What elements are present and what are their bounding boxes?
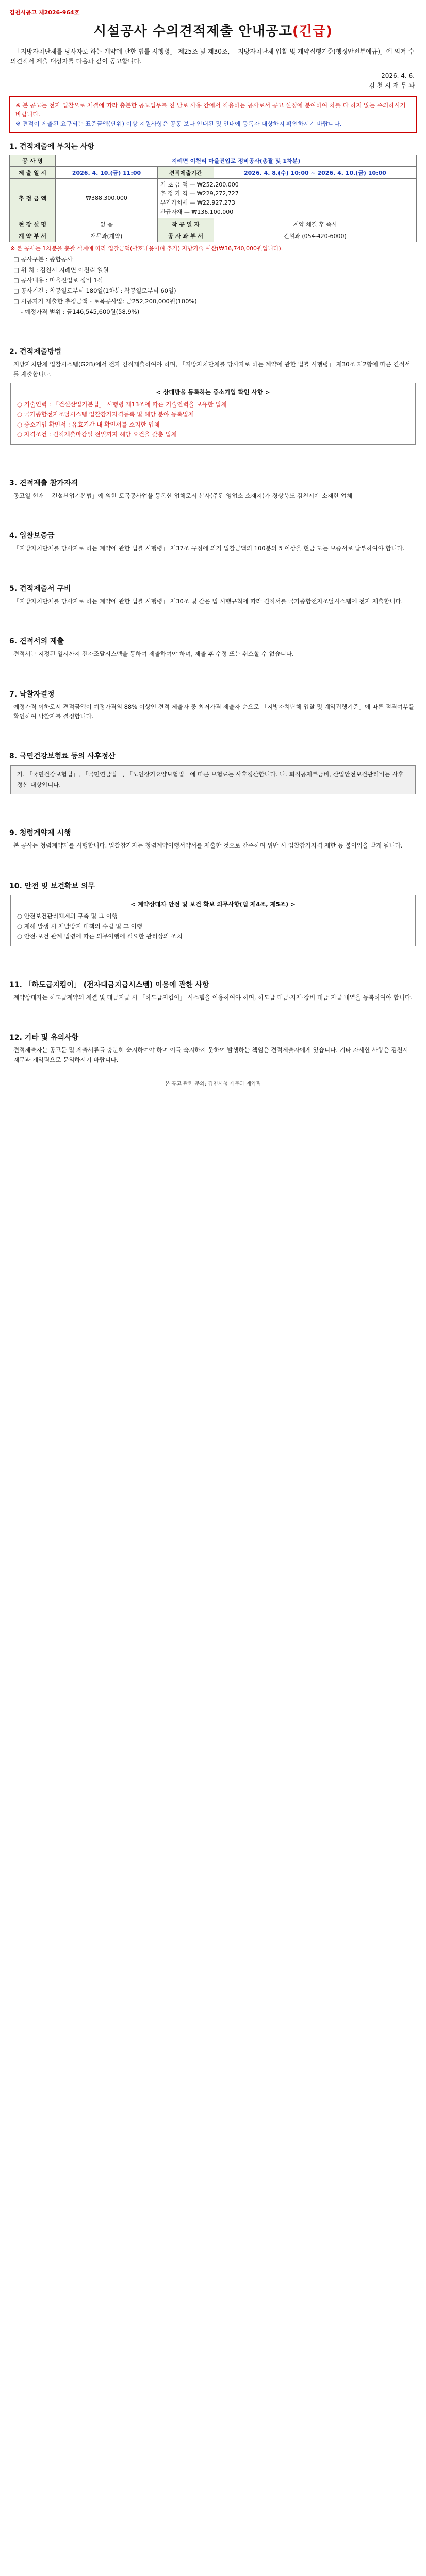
sec11-body: 계약상대자는 하도급계약의 체결 및 대금지급 시 「하도급지킴이」 시스템을 이용하여야 하며, 하도급 대금·자재·장비 대금 지급 내역을 등록하여야 합니다. — [13, 993, 413, 1001]
safety-item: ○ 안전보건관리체계의 구축 및 그 이행 — [17, 912, 118, 920]
sme-item: ○ 중소기업 확인서 : 유효기간 내 확인서를 소지한 업체 — [17, 420, 160, 428]
table-row — [10, 218, 417, 230]
sec9-body: 본 공사는 청렴계약제를 시행합니다. 입찰참가자는 청렴계약이행서약서를 제출한 것으로 간주하며 위반 시 입찰참가자격 제한 등 불이익을 받게 됩니다. — [13, 842, 403, 850]
label-dept2: 공 사 과 부 서 — [157, 230, 214, 242]
sec1-line: □ 공사내용 : 마을진입로 정비 1식 — [13, 276, 103, 284]
sec1-line: □ 공사기간 : 착공일로부터 180일(1차분: 착공일로부터 60일) — [13, 287, 176, 295]
page-title — [5, 21, 421, 40]
title-main: 시설공사 수의견적제출 안내공고 — [93, 24, 292, 39]
sec4-body: 「지방자치단체를 당사자로 하는 계약에 관한 법률 시행령」 제37조 규정에 의거 입찰금액의 100분의 5 이상을 현금 또는 보증서로 납부하여야 합니다. — [13, 545, 405, 552]
insurance-box: 가. 「국민건강보험법」, 「국민연금법」, 「노인장기요양보험법」에 따른 보험료는 사후정산합니다. 나. 퇴직공제부금비, 산업안전보건관리비는 사후정산 대상입니다. — [10, 765, 416, 794]
notice-org: 김 천 시 재 무 과 — [369, 82, 415, 90]
sec7-heading: 7. 낙찰자결정 — [9, 690, 55, 699]
contract-info-table — [9, 155, 417, 242]
sec1-line: □ 시공자가 제출한 추정금액 - 토목공사업: 금252,200,000원(100%) — [13, 297, 197, 305]
safety-box-title: < 계약상대자 안전 및 보건 확보 의무사항(법 제4조, 제5조) > — [130, 900, 296, 908]
sec1-line: - 예정가격 범위 : 금146,545,600원(58.9%) — [21, 308, 140, 316]
value-amount: ₩388,300,000 — [56, 178, 158, 218]
table-row — [10, 166, 417, 178]
warning-1: ※ 본 공고는 전자 입찰으로 체결에 따라 충분한 공고업무를 진 낭로 사용 간에서 적용하는 공사로서 공고 설정에 분여하여 차를 다 하지 않는 주의하시기 바랍니다. — [15, 101, 406, 118]
safety-item: ○ 재해 발생 시 재발방지 대책의 수립 및 그 이행 — [17, 922, 142, 930]
amount-item: 기 초 금 액 — ₩252,200,000 — [160, 181, 239, 188]
value-start: 계약 체결 후 즉시 — [214, 218, 416, 230]
amount-item: 부가가치세 — ₩22,927,273 — [160, 199, 235, 206]
sme-check-box — [10, 383, 416, 445]
value-project: 지례면 이천리 마을진입로 정비공사(총괄 및 1차분) — [56, 155, 417, 166]
sec1-line: □ 위 치 : 김천시 지례면 이천리 일원 — [13, 266, 109, 274]
table-row — [10, 155, 417, 166]
amount-item: 추 정 가 격 — ₩229,272,727 — [160, 190, 239, 197]
value-period: 2026. 4. 8.(수) 10:00 ~ 2026. 4. 10.(금) 10:00 — [214, 166, 416, 178]
value-site: 없 음 — [56, 218, 158, 230]
sme-item: ○ 국가종합전자조달시스템 입찰참가자격등록 및 해당 분야 등록업체 — [17, 411, 194, 418]
sec11-heading: 11. 「하도급지킴이」 (전자대금지급시스템) 이용에 관한 사항 — [9, 980, 209, 989]
amount-item: 관급자재 — ₩136,100,000 — [160, 208, 234, 215]
sec8-heading: 8. 국민건강보험료 등의 사후정산 — [9, 752, 116, 761]
value-deadline: 2026. 4. 10.(금) 11:00 — [56, 166, 158, 178]
notice-page — [5, 0, 421, 1103]
value-dept: 재무과(계약) — [56, 230, 158, 242]
sec9-heading: 9. 청렴계약제 시행 — [9, 829, 71, 838]
sec3-heading: 3. 견적제출 참가자격 — [9, 479, 78, 487]
notice-date: 2026. 4. 6. — [381, 72, 415, 80]
sec1-note: ※ 본 공사는 1차분을 총괄 설계에 따라 입찰금액(괄호내용이며 추가) 지방기술 예산(₩36,740,000원입니다). — [10, 245, 283, 252]
sme-item: ○ 자격조건 : 견적제출마감일 전일까지 해당 요건을 갖춘 업체 — [17, 431, 177, 438]
sec1-line: □ 공사구분 : 종합공사 — [13, 256, 73, 263]
sec6-heading: 6. 견적서의 제출 — [9, 637, 64, 646]
sec10-heading: 10. 안전 및 보건확보 의무 — [9, 882, 95, 890]
warning-box — [9, 96, 417, 133]
safety-box — [10, 895, 416, 946]
label-deadline: 제 출 일 시 — [10, 166, 56, 178]
table-row — [10, 230, 417, 242]
sec2-heading: 2. 견적제출방법 — [9, 348, 62, 357]
warning-2: ※ 견적이 제출된 요구되는 표준금액(단위) 이상 지원사항은 공통 보다 안내된 및 안내에 등록자 대상하지 확인하시기 바랍니다. — [15, 120, 342, 128]
dateline — [5, 71, 415, 91]
label-project: 공 사 명 — [10, 155, 56, 166]
sme-box-title: < 상대방을 등록하는 중소기업 확인 사항 > — [156, 388, 270, 396]
label-dept: 계 약 부 서 — [10, 230, 56, 242]
value-dept2: 건설과 (054-420-6000) — [214, 230, 416, 242]
intro-text: 「지방자치단체를 당사자로 하는 계약에 관한 법률 시행령」 제25조 및 제30조, 「지방자치단체 입찰 및 계약집행기준(행정안전부예규)」에 의거 수의견적서 제출 대상자를 다음과 같이 공고합니다. — [10, 48, 414, 65]
amount-breakdown — [157, 178, 416, 218]
sec2-body: 지방자치단체 입찰시스템(G2B)에서 전자 견적제출하여야 하며, 「지방자치단체를 당사자로 하는 계약에 관한 법률 시행령」 제30조 제2항에 따른 견적서를 제출합니다. — [13, 361, 411, 378]
sec5-body: 「지방자치단체를 당사자로 하는 계약에 관한 법률 시행령」 제30조 및 같은 법 시행규칙에 따라 견적서를 국가종합전자조달시스템에 전자 제출합니다. — [13, 597, 403, 605]
label-amount: 추 정 금 액 — [10, 178, 56, 218]
footer: 본 공고 관련 문의: 김천시청 재무과 계약팀 — [9, 1075, 417, 1087]
safety-item: ○ 안전·보건 관계 법령에 따른 의무이행에 필요한 관리상의 조치 — [17, 933, 183, 940]
sec12-heading: 12. 기타 및 유의사항 — [9, 1033, 79, 1042]
label-period: 견적제출기간 — [157, 166, 214, 178]
notice-number: 김천시공고 제2026-964호 — [9, 9, 80, 16]
sec4-heading: 4. 입찰보증금 — [9, 532, 55, 540]
sec5-heading: 5. 견적제출서 구비 — [9, 584, 71, 593]
table-row — [10, 178, 417, 218]
sec7-body: 예정가격 이하로서 견적금액이 예정가격의 88% 이상인 견적 제출자 중 최저가격 제출자 순으로 「지방자치단체 입찰 및 계약집행기준」에 따른 적격여부를 확인하여 낙찰자를 결정합니다. — [13, 703, 415, 720]
label-start: 착 공 일 자 — [157, 218, 214, 230]
sec1-heading: 1. 견적제출에 부치는 사항 — [9, 142, 94, 151]
sme-item: ○ 기술인력 : 「건설산업기본법」 시행령 제13조에 따른 기술인력을 보유한 업체 — [17, 400, 227, 408]
sec6-body: 견적서는 지정된 일시까지 전자조달시스템을 통하여 제출하여야 하며, 제출 후 수정 또는 취소할 수 없습니다. — [13, 650, 294, 658]
sec12-body: 견적제출자는 공고문 및 제출서류를 충분히 숙지하여야 하며 이를 숙지하지 못하여 발생하는 책임은 견적제출자에게 있습니다. 기타 자세한 사항은 김천시 재무과 계약팀으로 문의하시기 바랍니다. — [13, 1046, 408, 1063]
sec3-body: 공고일 현재 「건설산업기본법」에 의한 토목공사업을 등록한 업체로서 본사(주된 영업소 소재지)가 경상북도 김천시에 소재한 업체 — [13, 492, 353, 499]
label-site: 현 장 설 명 — [10, 218, 56, 230]
title-badge: (긴급) — [292, 24, 333, 39]
